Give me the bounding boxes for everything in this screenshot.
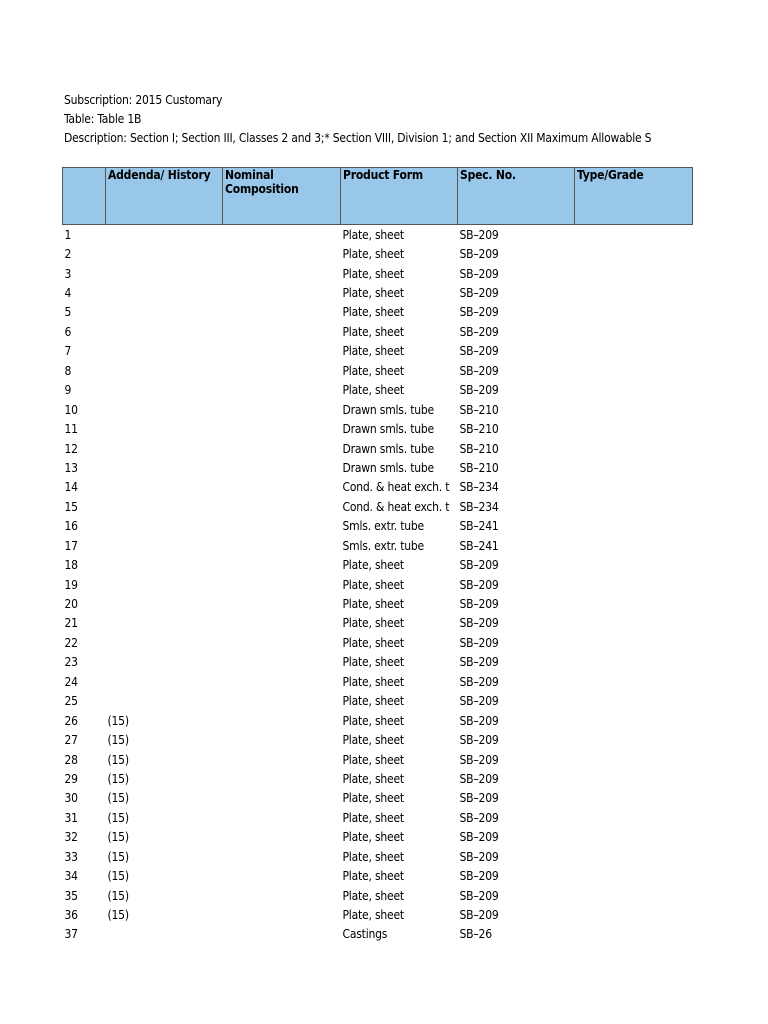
table-row [63, 381, 693, 400]
table-row [63, 439, 693, 458]
row-number-cell: 15 [64, 499, 78, 514]
addenda-cell [106, 322, 223, 341]
type-grade-cell [575, 672, 693, 691]
table-row [63, 361, 693, 380]
row-number-cell: 28 [64, 752, 78, 767]
nominal-composition-cell [223, 264, 341, 283]
document-meta [64, 91, 696, 148]
row-number-cell: 31 [64, 810, 78, 825]
spec-no-cell: SB–209 [459, 247, 499, 262]
row-number-cell: 35 [64, 888, 78, 903]
nominal-composition-cell [223, 905, 341, 924]
addenda-cell [106, 225, 223, 245]
header-type-grade: Type/Grade [575, 168, 693, 225]
product-form-cell: Plate, sheet [342, 869, 404, 884]
product-form-cell: Plate, sheet [342, 713, 404, 728]
nominal-composition-cell [223, 653, 341, 672]
nominal-composition-cell [223, 322, 341, 341]
nominal-composition-cell [223, 361, 341, 380]
subscription-line: Subscription: 2015 Customary [64, 93, 223, 107]
type-grade-cell [575, 478, 693, 497]
row-number-cell: 5 [64, 305, 72, 320]
table-row [63, 594, 693, 613]
table-row [63, 458, 693, 477]
table-row [63, 866, 693, 885]
row-number-cell: 4 [64, 286, 72, 301]
nominal-composition-cell [223, 225, 341, 245]
type-grade-cell [575, 303, 693, 322]
addenda-cell [106, 361, 223, 380]
row-number-cell: 17 [64, 538, 78, 553]
product-form-cell: Plate, sheet [342, 888, 404, 903]
product-form-cell: Plate, sheet [342, 227, 404, 242]
nominal-composition-cell [223, 847, 341, 866]
row-number-cell: 23 [64, 655, 78, 670]
spec-no-cell: SB–234 [459, 499, 499, 514]
type-grade-cell [575, 905, 693, 924]
type-grade-cell [575, 458, 693, 477]
product-form-cell: Plate, sheet [342, 771, 404, 786]
row-number-cell: 33 [64, 849, 78, 864]
addenda-cell [106, 244, 223, 263]
table-row [63, 905, 693, 924]
type-grade-cell [575, 692, 693, 711]
product-form-cell: Plate, sheet [342, 383, 404, 398]
nominal-composition-cell [223, 381, 341, 400]
product-form-cell: Plate, sheet [342, 830, 404, 845]
type-grade-cell [575, 381, 693, 400]
product-form-cell: Cond. & heat exch. t [342, 499, 450, 514]
nominal-composition-cell [223, 594, 341, 613]
row-number-cell: 7 [64, 344, 72, 359]
addenda-cell [106, 925, 223, 944]
spec-no-cell: SB–209 [459, 383, 499, 398]
spec-no-cell: SB–210 [459, 460, 499, 475]
addenda-cell [106, 653, 223, 672]
table-row [63, 419, 693, 438]
product-form-cell: Smls. extr. tube [342, 519, 424, 534]
header-spec-no: Spec. No. [458, 168, 575, 225]
spec-no-cell: SB–26 [459, 927, 492, 942]
row-number-cell: 34 [64, 869, 78, 884]
spec-no-cell: SB–241 [459, 538, 499, 553]
table-row [63, 808, 693, 827]
row-number-cell: 13 [64, 460, 78, 475]
spec-no-cell: SB–209 [459, 869, 499, 884]
header-nominal-composition: Nominal Composition [223, 168, 341, 225]
row-number-cell: 26 [64, 713, 78, 728]
product-form-cell: Smls. extr. tube [342, 538, 424, 553]
type-grade-cell [575, 614, 693, 633]
row-number-cell: 6 [64, 324, 72, 339]
nominal-composition-cell [223, 808, 341, 827]
nominal-composition-cell [223, 730, 341, 749]
addenda-cell [106, 536, 223, 555]
row-number-cell: 32 [64, 830, 78, 845]
row-number-cell: 37 [64, 927, 78, 942]
spec-no-cell: SB–210 [459, 441, 499, 456]
nominal-composition-cell [223, 497, 341, 516]
addenda-cell: (15) [107, 713, 129, 728]
table-line: Table: Table 1B [64, 112, 142, 126]
type-grade-cell [575, 225, 693, 245]
type-grade-cell [575, 244, 693, 263]
addenda-cell [106, 594, 223, 613]
nominal-composition-cell [223, 458, 341, 477]
product-form-cell: Drawn smls. tube [342, 460, 434, 475]
addenda-cell: (15) [107, 810, 129, 825]
table-row [63, 750, 693, 769]
addenda-cell [106, 497, 223, 516]
type-grade-cell [575, 847, 693, 866]
product-form-cell: Plate, sheet [342, 266, 404, 281]
product-form-cell: Plate, sheet [342, 344, 404, 359]
spec-no-cell: SB–209 [459, 694, 499, 709]
type-grade-cell [575, 400, 693, 419]
product-form-cell: Plate, sheet [342, 791, 404, 806]
nominal-composition-cell [223, 614, 341, 633]
product-form-cell: Plate, sheet [342, 810, 404, 825]
row-number-cell: 19 [64, 577, 78, 592]
type-grade-cell [575, 711, 693, 730]
addenda-cell: (15) [107, 888, 129, 903]
nominal-composition-cell [223, 342, 341, 361]
spec-no-cell: SB–209 [459, 849, 499, 864]
nominal-composition-cell [223, 750, 341, 769]
row-number-cell: 30 [64, 791, 78, 806]
nominal-composition-cell [223, 439, 341, 458]
row-number-cell: 9 [64, 383, 72, 398]
product-form-cell: Plate, sheet [342, 635, 404, 650]
spec-no-cell: SB–209 [459, 674, 499, 689]
addenda-cell [106, 692, 223, 711]
row-number-cell: 25 [64, 694, 78, 709]
table-row [63, 244, 693, 263]
row-number-cell: 1 [64, 227, 72, 242]
row-number-cell: 24 [64, 674, 78, 689]
type-grade-cell [575, 536, 693, 555]
product-form-cell: Drawn smls. tube [342, 422, 434, 437]
table-row [63, 575, 693, 594]
spec-no-cell: SB–209 [459, 771, 499, 786]
addenda-cell [106, 400, 223, 419]
table-row [63, 672, 693, 691]
row-number-cell: 2 [64, 247, 72, 262]
spec-no-cell: SB–209 [459, 830, 499, 845]
nominal-composition-cell [223, 536, 341, 555]
nominal-composition-cell [223, 283, 341, 302]
table-row [63, 633, 693, 652]
product-form-cell: Plate, sheet [342, 849, 404, 864]
nominal-composition-cell [223, 672, 341, 691]
type-grade-cell [575, 886, 693, 905]
addenda-cell [106, 419, 223, 438]
row-number-cell: 22 [64, 635, 78, 650]
addenda-cell: (15) [107, 771, 129, 786]
nominal-composition-cell [223, 555, 341, 574]
product-form-cell: Plate, sheet [342, 616, 404, 631]
nominal-composition-cell [223, 866, 341, 885]
nominal-composition-cell [223, 633, 341, 652]
type-grade-cell [575, 769, 693, 788]
row-number-cell: 18 [64, 558, 78, 573]
addenda-cell [106, 614, 223, 633]
spec-no-cell: SB–209 [459, 616, 499, 631]
addenda-cell: (15) [107, 791, 129, 806]
type-grade-cell [575, 497, 693, 516]
product-form-cell: Drawn smls. tube [342, 441, 434, 456]
spec-no-cell: SB–209 [459, 286, 499, 301]
description-line: Description: Section I; Section III, Classes 2 and 3;* Section VIII, Division 1; and Section XII Maximum Allowable S [64, 131, 652, 145]
spec-no-cell: SB–209 [459, 908, 499, 923]
table-row [63, 225, 693, 245]
nominal-composition-cell [223, 575, 341, 594]
type-grade-cell [575, 575, 693, 594]
nominal-composition-cell [223, 711, 341, 730]
type-grade-cell [575, 633, 693, 652]
nominal-composition-cell [223, 789, 341, 808]
spec-no-cell: SB–209 [459, 713, 499, 728]
row-number-cell: 8 [64, 363, 72, 378]
table-row [63, 303, 693, 322]
product-form-cell: Castings [342, 927, 388, 942]
row-number-cell: 16 [64, 519, 78, 534]
product-form-cell: Plate, sheet [342, 558, 404, 573]
type-grade-cell [575, 866, 693, 885]
row-number-cell: 21 [64, 616, 78, 631]
table-row [63, 536, 693, 555]
type-grade-cell [575, 750, 693, 769]
addenda-cell [106, 342, 223, 361]
row-number-cell: 29 [64, 771, 78, 786]
table-row [63, 769, 693, 788]
type-grade-cell [575, 594, 693, 613]
product-form-cell: Plate, sheet [342, 908, 404, 923]
data-table [62, 167, 693, 944]
spec-no-cell: SB–234 [459, 480, 499, 495]
product-form-cell: Plate, sheet [342, 324, 404, 339]
type-grade-cell [575, 555, 693, 574]
table-row [63, 614, 693, 633]
row-number-cell: 3 [64, 266, 72, 281]
product-form-cell: Plate, sheet [342, 363, 404, 378]
nominal-composition-cell [223, 925, 341, 944]
row-number-cell: 12 [64, 441, 78, 456]
addenda-cell [106, 575, 223, 594]
type-grade-cell [575, 322, 693, 341]
table-row [63, 264, 693, 283]
type-grade-cell [575, 517, 693, 536]
product-form-cell: Drawn smls. tube [342, 402, 434, 417]
addenda-cell [106, 555, 223, 574]
nominal-composition-cell [223, 303, 341, 322]
header-addenda-history: Addenda/ History [106, 168, 223, 225]
table-row [63, 711, 693, 730]
row-number-cell: 27 [64, 733, 78, 748]
nominal-composition-cell [223, 419, 341, 438]
nominal-composition-cell [223, 769, 341, 788]
header-product-form: Product Form [341, 168, 458, 225]
type-grade-cell [575, 925, 693, 944]
addenda-cell [106, 303, 223, 322]
addenda-cell [106, 517, 223, 536]
addenda-cell [106, 283, 223, 302]
type-grade-cell [575, 361, 693, 380]
addenda-cell [106, 672, 223, 691]
nominal-composition-cell [223, 828, 341, 847]
product-form-cell: Plate, sheet [342, 655, 404, 670]
spec-no-cell: SB–209 [459, 752, 499, 767]
spec-no-cell: SB–209 [459, 597, 499, 612]
type-grade-cell [575, 789, 693, 808]
row-number-cell: 11 [64, 422, 78, 437]
type-grade-cell [575, 419, 693, 438]
row-number-cell: 20 [64, 597, 78, 612]
table-body [63, 225, 693, 945]
spec-no-cell: SB–241 [459, 519, 499, 534]
addenda-cell: (15) [107, 733, 129, 748]
table-row [63, 342, 693, 361]
nominal-composition-cell [223, 244, 341, 263]
table-row [63, 730, 693, 749]
table-row [63, 517, 693, 536]
table-row [63, 847, 693, 866]
addenda-cell [106, 439, 223, 458]
type-grade-cell [575, 653, 693, 672]
spec-no-cell: SB–209 [459, 791, 499, 806]
nominal-composition-cell [223, 400, 341, 419]
product-form-cell: Plate, sheet [342, 694, 404, 709]
table-row [63, 555, 693, 574]
spec-no-cell: SB–209 [459, 733, 499, 748]
header-row-number [63, 168, 106, 225]
type-grade-cell [575, 828, 693, 847]
spec-no-cell: SB–209 [459, 577, 499, 592]
product-form-cell: Plate, sheet [342, 286, 404, 301]
table-row [63, 828, 693, 847]
row-number-cell: 14 [64, 480, 78, 495]
spec-no-cell: SB–209 [459, 227, 499, 242]
row-number-cell: 36 [64, 908, 78, 923]
table-row [63, 497, 693, 516]
addenda-cell [106, 458, 223, 477]
spec-no-cell: SB–209 [459, 810, 499, 825]
addenda-cell [106, 478, 223, 497]
spec-no-cell: SB–209 [459, 344, 499, 359]
spec-no-cell: SB–209 [459, 324, 499, 339]
product-form-cell: Plate, sheet [342, 597, 404, 612]
addenda-cell [106, 381, 223, 400]
spec-no-cell: SB–209 [459, 635, 499, 650]
table-row [63, 925, 693, 944]
nominal-composition-cell [223, 478, 341, 497]
product-form-cell: Cond. & heat exch. t [342, 480, 450, 495]
product-form-cell: Plate, sheet [342, 247, 404, 262]
header-row [63, 168, 693, 225]
table-row [63, 789, 693, 808]
spec-no-cell: SB–209 [459, 363, 499, 378]
product-form-cell: Plate, sheet [342, 674, 404, 689]
table-row [63, 478, 693, 497]
spec-no-cell: SB–210 [459, 402, 499, 417]
spec-no-cell: SB–209 [459, 305, 499, 320]
spec-no-cell: SB–209 [459, 888, 499, 903]
table-row [63, 886, 693, 905]
addenda-cell [106, 633, 223, 652]
product-form-cell: Plate, sheet [342, 305, 404, 320]
addenda-cell: (15) [107, 908, 129, 923]
type-grade-cell [575, 283, 693, 302]
table-row [63, 322, 693, 341]
table-row [63, 653, 693, 672]
product-form-cell: Plate, sheet [342, 733, 404, 748]
spec-no-cell: SB–209 [459, 655, 499, 670]
nominal-composition-cell [223, 517, 341, 536]
type-grade-cell [575, 342, 693, 361]
type-grade-cell [575, 264, 693, 283]
table-row [63, 283, 693, 302]
addenda-cell [106, 264, 223, 283]
product-form-cell: Plate, sheet [342, 577, 404, 592]
nominal-composition-cell [223, 692, 341, 711]
table-row [63, 692, 693, 711]
row-number-cell: 10 [64, 402, 78, 417]
type-grade-cell [575, 808, 693, 827]
product-form-cell: Plate, sheet [342, 752, 404, 767]
spec-no-cell: SB–209 [459, 266, 499, 281]
addenda-cell: (15) [107, 849, 129, 864]
nominal-composition-cell [223, 886, 341, 905]
type-grade-cell [575, 439, 693, 458]
addenda-cell: (15) [107, 869, 129, 884]
addenda-cell: (15) [107, 752, 129, 767]
table-row [63, 400, 693, 419]
type-grade-cell [575, 730, 693, 749]
spec-no-cell: SB–210 [459, 422, 499, 437]
spec-no-cell: SB–209 [459, 558, 499, 573]
addenda-cell: (15) [107, 830, 129, 845]
